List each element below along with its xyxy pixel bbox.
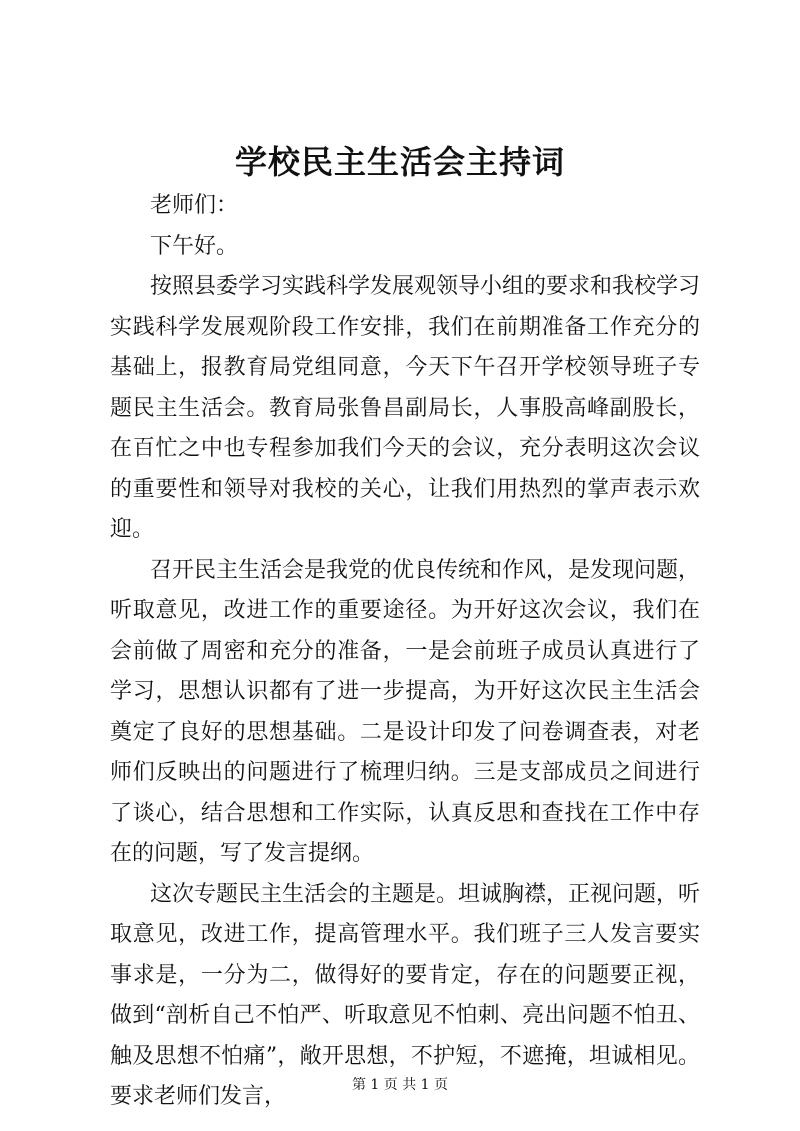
page-footer: 第 1 页 共 1 页	[351, 1077, 449, 1093]
paragraph-preparation: 召开民主生活会是我党的优良传统和作风，是发现问题，听取意见，改进工作的重要途径。为开好这次会议，我们在会前做了周密和充分的准备，一是会前班子成员认真进行了学习，思想认识都有了进一步提高，为开好这次民主生活会奠定了良好的思想基础。二是设计印发了问卷调查表，对老师们反映出的问题进行了梳理归纳。三是支部成员之间进行了谈心，结合思想和工作实际，认真反思和查找在工作中存在的问题，写了发言提纲。	[110, 557, 701, 866]
paragraph-greeting: 老师们：	[150, 193, 239, 218]
document-title: 学校民主生活会主持词	[234, 143, 565, 181]
paragraph-theme: 这次专题民主生活会的主题是。坦诚胸襟，正视问题，听取意见，改进工作，提高管理水平。我们班子三人发言要实事求是，一分为二，做得好的要肯定，存在的问题要正视，做到“剖析自己不怕严、听取意见不怕刺、亮出问题不怕丑、触及思想不怕痛”，敞开思想，不护短，不遮掩，坦诚相见。要求老师们发言，	[110, 881, 701, 1109]
document-body	[110, 186, 700, 1118]
paragraph-intro: 按照县委学习实践科学发展观领导小组的要求和我校学习实践科学发展观阶段工作安排，我们在前期准备工作充分的基础上，报教育局党组同意，今天下午召开学校领导班子专题民主生活会。教育局张鲁昌副局长，人事股高峰副股长，在百忙之中也专程参加我们今天的会议，充分表明这次会议的重要性和领导对我校的关心，让我们用热烈的掌声表示欢迎。	[110, 274, 701, 542]
paragraph-salutation: 下午好。	[150, 233, 239, 259]
